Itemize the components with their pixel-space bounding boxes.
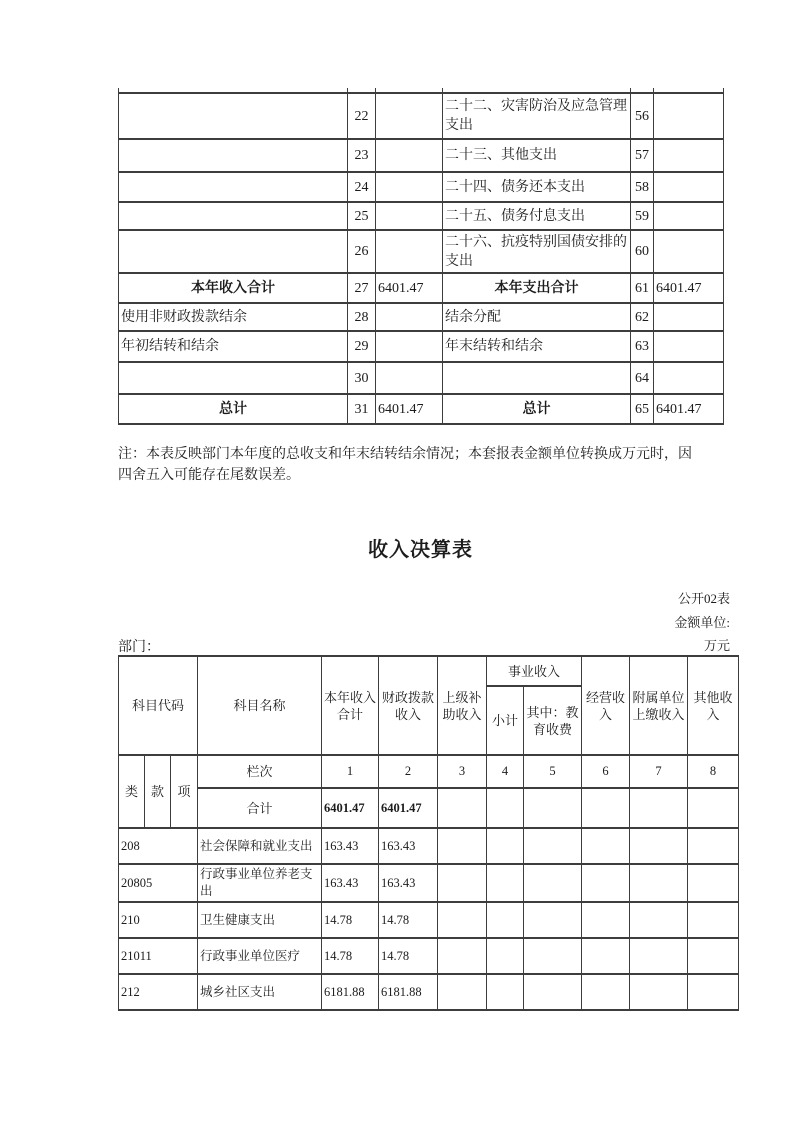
cell-value	[582, 938, 630, 974]
subject-name: 行政事业单位医疗	[198, 938, 322, 974]
cell-value	[438, 864, 487, 902]
cell-value	[524, 828, 582, 864]
column-number: 7	[630, 755, 688, 788]
income-amount	[376, 172, 443, 202]
row-number: 63	[631, 331, 654, 362]
expense-item-label: 二十二、灾害防治及应急管理支出	[443, 93, 631, 139]
cell-value: 14.78	[379, 902, 438, 938]
row-number: 56	[631, 93, 654, 139]
income-amount	[376, 362, 443, 394]
total-value	[582, 788, 630, 828]
cell-value	[438, 828, 487, 864]
total-value	[524, 788, 582, 828]
subject-code: 21011	[119, 938, 198, 974]
header-subject-name: 科目名称	[198, 656, 322, 755]
subject-name: 城乡社区支出	[198, 974, 322, 1010]
expense-item-label: 二十四、债务还本支出	[443, 172, 631, 202]
cell-value	[487, 864, 524, 902]
cell-value	[438, 974, 487, 1010]
total-value	[630, 788, 688, 828]
row-number: 62	[631, 303, 654, 331]
header-affiliated-income: 附属单位上缴收入	[630, 656, 688, 755]
row-number: 25	[348, 202, 376, 230]
income-data-row	[119, 828, 739, 864]
column-number: 4	[487, 755, 524, 788]
income-item-label	[119, 172, 348, 202]
cell-value	[630, 974, 688, 1010]
page-title: 收入决算表	[368, 539, 473, 561]
subject-name: 行政事业单位养老支出	[198, 864, 322, 902]
header-operating-income: 经营收入	[582, 656, 630, 755]
cell-value	[688, 974, 739, 1010]
income-amount: 6401.47	[376, 273, 443, 303]
row-number: 26	[348, 230, 376, 273]
cell-value	[524, 864, 582, 902]
income-item-label	[119, 230, 348, 273]
row-number: 59	[631, 202, 654, 230]
income-data-row	[119, 864, 739, 902]
unit-value: 万元	[703, 638, 730, 653]
income-item-label	[119, 139, 348, 172]
row-number: 27	[348, 273, 376, 303]
department-label: 部门：	[118, 640, 160, 655]
row-number: 64	[631, 362, 654, 394]
header-subtotal: 小计	[487, 686, 524, 755]
income-table-header-row	[119, 656, 739, 686]
income-amount	[376, 303, 443, 331]
cell-value	[487, 902, 524, 938]
row-number: 24	[348, 172, 376, 202]
income-amount: 6401.47	[376, 394, 443, 424]
row-number: 23	[348, 139, 376, 172]
income-data-row	[119, 938, 739, 974]
header-section: 款	[145, 755, 171, 828]
income-item-label	[119, 202, 348, 230]
header-class: 类	[119, 755, 145, 828]
column-number-row	[119, 755, 739, 788]
expense-amount: 6401.47	[654, 273, 724, 303]
table-row	[119, 202, 724, 230]
footnote-line: 注：本表反映部门本年度的总收支和年末结转结余情况；本套报表金额单位转换成万元时，因	[118, 447, 692, 462]
subject-code: 20805	[119, 864, 198, 902]
income-total-label: 本年收入合计	[119, 273, 348, 303]
cell-value	[688, 938, 739, 974]
row-number: 30	[348, 362, 376, 394]
income-table	[118, 655, 739, 1011]
cell-value	[524, 938, 582, 974]
row-number: 60	[631, 230, 654, 273]
header-subject-code: 科目代码	[119, 656, 198, 755]
row-number: 57	[631, 139, 654, 172]
income-amount	[376, 230, 443, 273]
header-other-income: 其他收入	[688, 656, 739, 755]
expense-amount	[654, 331, 724, 362]
total-value	[487, 788, 524, 828]
cell-value: 6181.88	[379, 974, 438, 1010]
subject-code: 208	[119, 828, 198, 864]
subject-code: 210	[119, 902, 198, 938]
total-value: 6401.47	[379, 788, 438, 828]
cell-value: 6181.88	[322, 974, 379, 1010]
table-row	[119, 93, 724, 139]
total-value	[688, 788, 739, 828]
cell-value	[487, 938, 524, 974]
expense-amount: 6401.47	[654, 394, 724, 424]
cell-value	[688, 864, 739, 902]
column-number: 8	[688, 755, 739, 788]
cell-value	[438, 938, 487, 974]
cell-value: 14.78	[322, 902, 379, 938]
subject-name: 社会保障和就业支出	[198, 828, 322, 864]
income-item-label	[119, 93, 348, 139]
row-number: 28	[348, 303, 376, 331]
expense-grand-total-label: 总计	[443, 394, 631, 424]
row-number: 65	[631, 394, 654, 424]
cell-value	[487, 974, 524, 1010]
header-business-income: 事业收入	[487, 656, 582, 686]
cell-value	[582, 864, 630, 902]
subject-name: 卫生健康支出	[198, 902, 322, 938]
expense-item-label: 结余分配	[443, 303, 631, 331]
row-number: 29	[348, 331, 376, 362]
income-amount	[376, 139, 443, 172]
table-row	[119, 230, 724, 273]
column-number: 6	[582, 755, 630, 788]
income-grand-total-label: 总计	[119, 394, 348, 424]
expense-item-label: 二十六、抗疫特别国债安排的支出	[443, 230, 631, 273]
expense-item-label	[443, 362, 631, 394]
table-row	[119, 331, 724, 362]
subject-code: 212	[119, 974, 198, 1010]
table-row	[119, 172, 724, 202]
header-fiscal-income: 财政拨款收入	[379, 656, 438, 755]
expense-amount	[654, 230, 724, 273]
cell-value: 14.78	[322, 938, 379, 974]
income-amount	[376, 202, 443, 230]
column-index-label: 栏次	[198, 755, 322, 788]
row-number: 31	[348, 394, 376, 424]
income-item-label: 年初结转和结余	[119, 331, 348, 362]
total-value: 6401.47	[322, 788, 379, 828]
expense-total-label: 本年支出合计	[443, 273, 631, 303]
income-amount	[376, 93, 443, 139]
footnote-line: 四舍五入可能存在尾数误差。	[118, 468, 300, 483]
cell-value: 163.43	[379, 864, 438, 902]
cell-value	[582, 828, 630, 864]
expense-amount	[654, 93, 724, 139]
total-value	[438, 788, 487, 828]
table-row	[119, 362, 724, 394]
cell-value	[630, 828, 688, 864]
table-row-grand-total	[119, 394, 724, 424]
total-row	[119, 788, 739, 828]
column-number: 2	[379, 755, 438, 788]
expense-item-label: 二十五、债务付息支出	[443, 202, 631, 230]
cell-value	[582, 974, 630, 1010]
cell-value	[524, 902, 582, 938]
income-data-row	[119, 902, 739, 938]
column-number: 1	[322, 755, 379, 788]
table-code-label: 公开02表	[677, 591, 730, 606]
column-number: 3	[438, 755, 487, 788]
table-row	[119, 139, 724, 172]
row-number: 58	[631, 172, 654, 202]
cell-value: 163.43	[322, 828, 379, 864]
cell-value	[630, 902, 688, 938]
income-item-label	[119, 362, 348, 394]
header-education-fees: 其中：教育收费	[524, 686, 582, 755]
expense-amount	[654, 362, 724, 394]
expense-item-label: 年末结转和结余	[443, 331, 631, 362]
expense-amount	[654, 172, 724, 202]
header-superior-subsidy: 上级补助收入	[438, 656, 487, 755]
cell-value: 14.78	[379, 938, 438, 974]
cell-value: 163.43	[379, 828, 438, 864]
summary-table	[118, 88, 724, 425]
cell-value	[582, 902, 630, 938]
income-amount	[376, 331, 443, 362]
row-number: 61	[631, 273, 654, 303]
income-data-row	[119, 974, 739, 1010]
total-label: 合计	[198, 788, 322, 828]
header-item: 项	[171, 755, 198, 828]
cell-value	[630, 864, 688, 902]
cell-value: 163.43	[322, 864, 379, 902]
table-footnote	[118, 444, 718, 486]
expense-amount	[654, 202, 724, 230]
expense-amount	[654, 139, 724, 172]
expense-item-label: 二十三、其他支出	[443, 139, 631, 172]
expense-amount	[654, 303, 724, 331]
header-total-income: 本年收入合计	[322, 656, 379, 755]
row-number: 22	[348, 93, 376, 139]
cell-value	[487, 828, 524, 864]
cell-value	[524, 974, 582, 1010]
table-row	[119, 303, 724, 331]
cell-value	[688, 902, 739, 938]
cell-value	[438, 902, 487, 938]
unit-label: 金额单位:	[674, 615, 730, 630]
table-row-total-year	[119, 273, 724, 303]
cell-value	[688, 828, 739, 864]
column-number: 5	[524, 755, 582, 788]
cell-value	[630, 938, 688, 974]
income-item-label: 使用非财政拨款结余	[119, 303, 348, 331]
